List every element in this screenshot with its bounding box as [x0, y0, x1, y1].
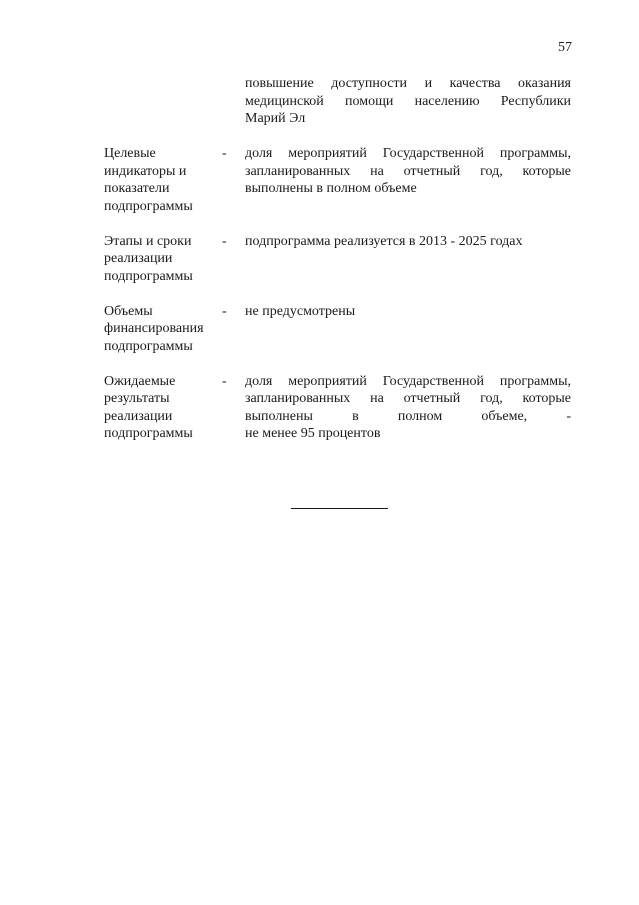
label-line: подпрограммы	[104, 338, 193, 354]
value-line: запланированных на отчетный год, которые	[245, 391, 571, 406]
label-line: подпрограммы	[104, 198, 193, 214]
value-line: подпрограмма реализуется в 2013 - 2025 годах	[245, 233, 523, 249]
value-line: доля мероприятий Государственной программы,	[245, 373, 571, 389]
label-line: реализации	[104, 251, 173, 266]
end-rule	[291, 508, 388, 509]
row-label	[104, 233, 222, 286]
row-target-indicators	[104, 145, 571, 215]
label-line: результаты	[104, 391, 170, 406]
label-line: финансирования	[104, 321, 204, 336]
continuation-line: медицинской помощи населению Республики	[245, 93, 571, 109]
label-line: реализации	[104, 408, 173, 424]
row-stages-terms	[104, 233, 571, 286]
label-line: Этапы и сроки	[104, 233, 192, 249]
label-line: Целевые	[104, 146, 156, 161]
row-value	[245, 303, 571, 321]
row-dash: -	[222, 303, 227, 319]
row-value	[245, 373, 571, 443]
value-line: запланированных на отчетный год, которые	[245, 163, 571, 179]
label-line: подпрограммы	[104, 268, 193, 284]
label-line: индикаторы и	[104, 163, 187, 179]
row-label	[104, 373, 222, 443]
continuation-line: повышение доступности и качества оказания	[245, 76, 571, 91]
row-dash: -	[222, 233, 227, 249]
passport-table	[104, 145, 571, 460]
label-line: Объемы	[104, 303, 153, 319]
row-expected-results	[104, 373, 571, 443]
value-line: выполнены в полном объеме	[245, 181, 417, 196]
row-value	[245, 233, 571, 251]
value-line: доля мероприятий Государственной программы,	[245, 146, 571, 161]
row-label	[104, 145, 222, 215]
page-number: 57	[558, 40, 572, 55]
label-line: Ожидаемые	[104, 373, 176, 389]
value-line: не предусмотрены	[245, 303, 356, 319]
label-line: подпрограммы	[104, 426, 193, 441]
continuation-text	[245, 75, 571, 128]
label-line: показатели	[104, 181, 170, 196]
row-dash: -	[222, 373, 227, 389]
row-dash: -	[222, 146, 227, 161]
row-value	[245, 145, 571, 198]
value-line: выполнены в полном объеме, -	[245, 408, 571, 424]
continuation-line: Марий Эл	[245, 111, 306, 126]
row-label	[104, 303, 222, 356]
row-financing	[104, 303, 571, 356]
value-line: не менее 95 процентов	[245, 426, 381, 441]
